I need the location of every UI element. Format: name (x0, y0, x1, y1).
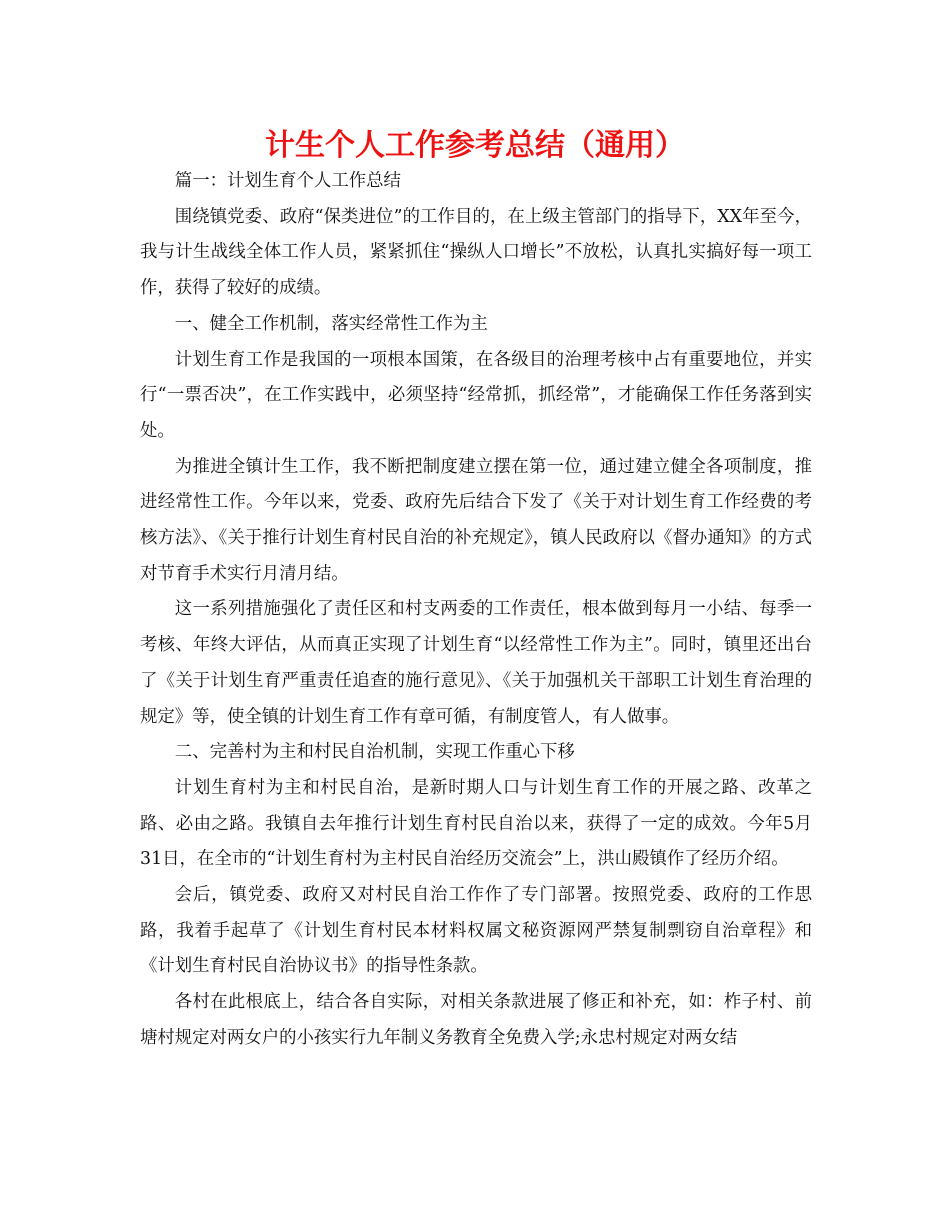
document-body (140, 164, 812, 1057)
paragraph: 会后，镇党委、政府又对村民自治工作作了专门部署。按照党委、政府的工作思路，我着手起草了《计划生育村民本材料权属文秘资源网严禁复制剽窃自治章程》和《计划生育村民自治协议书》的指导性条款。 (140, 885, 812, 977)
paragraph: 这一系列措施强化了责任区和村支两委的工作责任，根本做到每月一小结、每季一考核、年终大评估，从而真正实现了计划生育“以经常性工作为主”。同时，镇里还出台了《关于计划生育严重责任追查的施行意见》、《关于加强机关干部职工计划生育治理的规定》等，使全镇的计划生育工作有章可循，有制度管人，有人做事。 (140, 599, 812, 727)
paragraph: 围绕镇党委、政府“保类进位”的工作目的，在上级主管部门的指导下，XX年至今，我与计生战线全体工作人员，紧紧抓住“操纵人口增长”不放松，认真扎实搞好每一项工作，获得了较好的成绩。 (140, 206, 812, 299)
document-title: 计生个人工作参考总结（通用） (265, 128, 685, 163)
section-heading: 篇一：计划生育个人工作总结 (174, 171, 401, 191)
paragraph: 为推进全镇计生工作，我不断把制度建立摆在第一位，通过建立健全各项制度，推进经常性工作。今年以来，党委、政府先后结合下发了《关于对计划生育工作经费的考核方法》、《关于推行计划生育村民自治的补充规定》，镇人民政府以《督办通知》的方式对节育手术实行月清月结。 (140, 456, 812, 584)
section-heading: 二、完善村为主和村民自治机制，实现工作重心下移 (174, 742, 575, 763)
paragraph: 计划生育工作是我国的一项根本国策，在各级目的治理考核中占有重要地位，并实行“一票否决”，在工作实践中，必须坚持“经常抓，抓经常”，才能确保工作任务落到实处。 (140, 349, 812, 441)
paragraph: 计划生育村为主和村民自治，是新时期人口与计划生育工作的开展之路、改革之路、必由之路。我镇自去年推行计划生育村民自治以来，获得了一定的成效。今年5月31日，在全市的“计划生育村为主村民自治经历交流会”上，洪山殿镇作了经历介绍。 (140, 777, 812, 870)
paragraph: 各村在此根底上，结合各自实际，对相关条款进展了修正和补充，如：柞子村、前塘村规定对两女户的小孩实行九年制义务教育全免费入学;永忠村规定对两女结 (140, 992, 812, 1048)
section-heading: 一、健全工作机制，落实经常性工作为主 (174, 313, 488, 334)
